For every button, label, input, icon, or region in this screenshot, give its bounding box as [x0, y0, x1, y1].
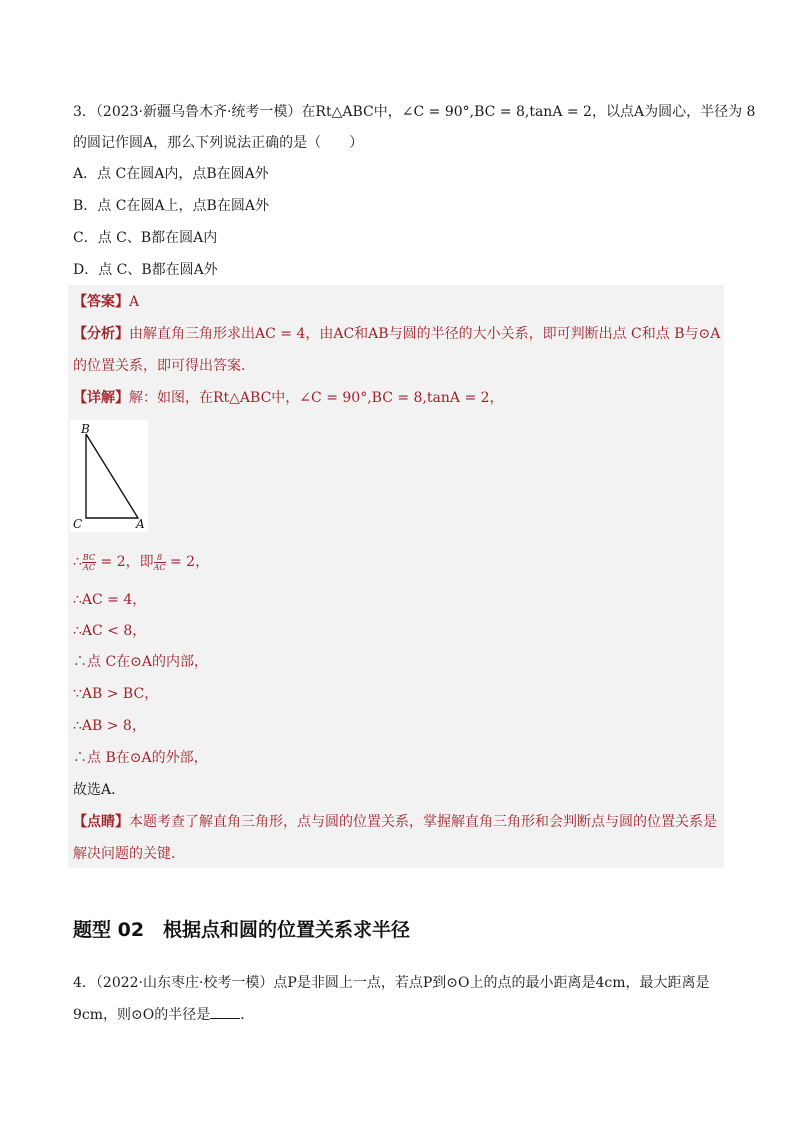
- detail-step-fraction: [73, 552, 209, 572]
- detail-step: ∴点 C在⊙A的内部，: [73, 654, 209, 670]
- comment-line1: [73, 812, 717, 832]
- answer-value: A: [129, 294, 140, 310]
- analysis-line1: [73, 324, 720, 344]
- detail-step: ∴AC < 8，: [73, 623, 147, 639]
- q4-line2: [73, 1004, 254, 1025]
- comment-text1: 本题考查了解直角三角形，点与圆的位置关系，掌握解直角三角形和会判断点与圆的位置关系是: [129, 814, 717, 830]
- detail-text1: 解：如图，在Rt△ABC中，∠C = 90°,BC = 8,tanA = 2，: [129, 390, 504, 406]
- answer-blank[interactable]: [210, 1004, 240, 1019]
- comment-tag: 【点睛】: [73, 814, 129, 830]
- q3-stem-line1: 3．（2023·新疆乌鲁木齐·统考一模）在Rt△ABC中，∠C = 90°,BC = 8,tanA = 2，以点A为圆心，半径为 8: [73, 104, 756, 120]
- analysis-line2: 的位置关系，即可得出答案．: [73, 358, 255, 374]
- q4-line2-suffix: ．: [240, 1007, 255, 1023]
- triangle-figure: [70, 420, 148, 532]
- triangle-svg: [70, 420, 148, 532]
- section-title: 题型 02 根据点和圆的位置关系求半径: [73, 919, 411, 941]
- step1-mid: = 2，即: [100, 554, 154, 570]
- q3-option-c: C．点 C、B都在圆A内: [73, 230, 218, 246]
- frac2-den: AC: [153, 562, 166, 572]
- analysis-text1: 由解直角三角形求出AC = 4，由AC和AB与圆的半径的大小关系，即可判断出点 C和点 B与⊙A: [129, 326, 721, 342]
- detail-conclusion: 故选A．: [73, 782, 126, 798]
- q3-option-d: D．点 C、B都在圆A外: [73, 262, 218, 278]
- step1-prefix: ∴: [73, 554, 82, 570]
- analysis-tag: 【分析】: [73, 326, 129, 342]
- detail-step: ∴AB > 8，: [73, 718, 146, 734]
- detail-step: ∵AB > BC，: [73, 686, 159, 702]
- detail-step: ∴AC = 4，: [73, 592, 147, 608]
- q3-stem-line2: 的圆记作圆A，那么下列说法正确的是（ ）: [73, 135, 364, 151]
- label-b: B: [81, 422, 90, 436]
- q3-option-b: B．点 C在圆A上，点B在圆A外: [73, 198, 269, 214]
- answer-line: [73, 292, 139, 312]
- frac2-num: 8: [154, 553, 166, 563]
- detail-line1: [73, 388, 504, 408]
- frac1-num: BC: [82, 552, 96, 562]
- q3-option-a: A．点 C在圆A内，点B在圆A外: [73, 166, 269, 182]
- q4-line2-prefix: 9cm，则⊙O的半径是: [73, 1007, 211, 1023]
- detail-tag: 【详解】: [73, 390, 129, 406]
- q4-line1: 4．（2022·山东枣庄·校考一模）点P是非圆上一点，若点P到⊙O上的点的最小距离是4cm，最大距离是: [73, 975, 710, 991]
- frac1-den: AC: [83, 562, 95, 572]
- step1-end: = 2，: [169, 554, 210, 570]
- label-c: C: [73, 517, 83, 531]
- answer-tag: 【答案】: [73, 294, 129, 310]
- fraction-8-ac: [154, 553, 166, 572]
- comment-line2: 解决问题的关键．: [73, 846, 185, 862]
- fraction-bc-ac: [82, 553, 96, 572]
- label-a: A: [136, 517, 145, 531]
- detail-step: ∴点 B在⊙A的外部，: [73, 750, 208, 766]
